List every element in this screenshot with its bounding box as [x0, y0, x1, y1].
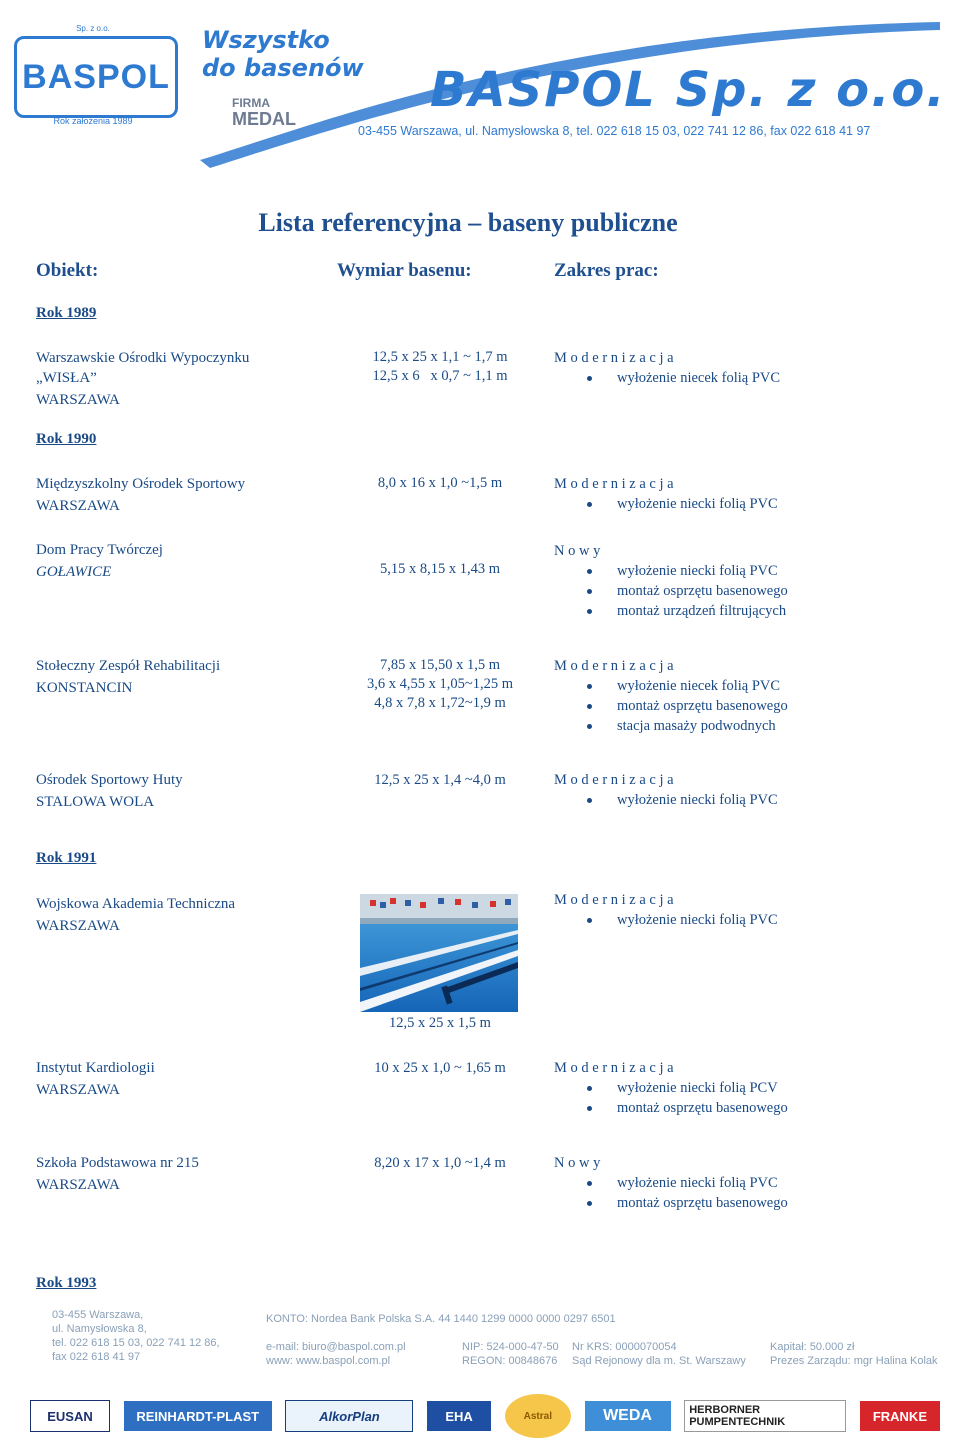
work-scope [554, 1058, 788, 1118]
dimension-line: 12,5 x 25 x 1,4 ~4,0 m [374, 772, 506, 788]
work-type: M o d e r n i z a c j a [554, 350, 674, 366]
pool-dimensions [345, 474, 535, 493]
footer-president: Prezes Zarządu: mgr Halina Kolak [770, 1355, 938, 1367]
logo-reinhardt-plast: REINHARDT-PLAST [124, 1401, 272, 1431]
pool-dimensions [345, 1154, 535, 1173]
object-city: WARSZAWA [36, 918, 120, 934]
object-name [36, 770, 183, 812]
medal-line-1: FIRMA [232, 96, 270, 110]
work-type: N o w y [554, 1155, 601, 1171]
work-item: montaż osprzętu basenowego [617, 583, 788, 599]
work-type: M o d e r n i z a c j a [554, 476, 674, 492]
pool-dimensions [345, 1014, 535, 1033]
object-title: Szkoła Podstawowa nr 215 [36, 1155, 199, 1171]
work-scope [554, 656, 788, 736]
page-title: Lista referencyjna – baseny publiczne [258, 208, 678, 237]
work-type: M o d e r n i z a c j a [554, 772, 674, 788]
footer-address [52, 1308, 220, 1364]
logo-eusan: EUSAN [30, 1400, 110, 1432]
dimension-line: 8,0 x 16 x 1,0 ~1,5 m [377, 475, 503, 491]
object-name [36, 1153, 199, 1195]
object-name [36, 1058, 155, 1100]
column-header-object: Obiekt: [36, 260, 99, 281]
baspol-logo: BASPOL [14, 36, 178, 118]
object-name [36, 540, 163, 582]
object-name [36, 348, 249, 410]
logo-franke: FRANKE [860, 1401, 940, 1431]
year-heading: Rok 1989 [36, 305, 97, 321]
object-title: Międzyszkolny Ośrodek Sportowy [36, 476, 246, 492]
object-city: GOŁAWICE [36, 564, 112, 580]
work-item: wyłożenie niecek folią PVC [617, 370, 781, 386]
work-item: wyłożenie niecki folią PVC [617, 912, 778, 928]
footer-nip: NIP: 524-000-47-50 [462, 1341, 559, 1353]
year-heading: Rok 1993 [36, 1275, 97, 1291]
work-scope [554, 474, 778, 514]
contact-line: 03-455 Warszawa, ul. Namysłowska 8, tel. 022 618 15 03, 022 741 12 86, fax 022 618 41 97 [358, 124, 871, 138]
object-title: Warszawskie Ośrodki Wypoczynku [36, 350, 250, 366]
footer-address-line: ul. Namysłowska 8, [52, 1323, 147, 1335]
logo-eha: EHA [427, 1401, 491, 1431]
dimension-line: 4,8 x 7,8 x 1,72~1,9 m [374, 695, 506, 711]
partner-logos [30, 1396, 940, 1436]
object-title: Dom Pracy Twórczej [36, 542, 163, 558]
logo-alkorplan: AlkorPlan [285, 1400, 413, 1432]
object-title: Stołeczny Zespół Rehabilitacji [36, 658, 221, 674]
dimension-line: 8,20 x 17 x 1,0 ~1,4 m [374, 1155, 506, 1171]
tagline [202, 26, 364, 82]
dimension-line: 7,85 x 15,50 x 1,5 m [379, 657, 501, 673]
work-item: wyłożenie niecki folią PVC [617, 792, 778, 808]
work-item: montaż urządzeń filtrujących [617, 603, 787, 619]
footer-capital: Kapitał: 50.000 zł [770, 1341, 855, 1353]
work-item: wyłożenie niecek folią PVC [617, 676, 788, 696]
pool-dimensions [345, 771, 535, 790]
footer-court: Sąd Rejonowy dla m. St. Warszawy [572, 1355, 746, 1367]
dimension-line: 12,5 x 25 x 1,1 ~ 1,7 m [372, 349, 508, 365]
object-title: Ośrodek Sportowy Huty [36, 772, 183, 788]
logo-weda: WEDA [585, 1401, 671, 1431]
pool-photo [360, 894, 518, 1012]
work-item: wyłożenie niecki folią PVC [617, 561, 788, 581]
year-heading: Rok 1990 [36, 431, 97, 447]
firma-medal-logo [232, 96, 298, 130]
logo-founded-text: Rok założenia 1989 [53, 116, 133, 126]
tagline-line-2: do basenów [202, 54, 364, 82]
logo-sub-top: Sp. z o.o. [76, 24, 110, 33]
logo-astral: Astral [505, 1394, 571, 1438]
year-heading: Rok 1991 [36, 850, 97, 866]
dimension-line: 12,5 x 6 x 0,7 ~ 1,1 m [372, 368, 508, 384]
object-name [36, 474, 245, 516]
pool-dimensions [345, 560, 535, 579]
work-scope [554, 1153, 788, 1213]
object-name [36, 656, 220, 698]
work-scope [554, 348, 780, 388]
dimension-line: 12,5 x 25 x 1,5 m [389, 1015, 491, 1031]
work-item: wyłożenie niecki folią PVC [617, 496, 778, 512]
footer-address-line: tel. 022 618 15 03, 022 741 12 86, [52, 1337, 220, 1349]
object-city: WARSZAWA [36, 392, 120, 408]
pool-dimensions [345, 656, 535, 713]
work-scope [554, 890, 778, 930]
pool-dimensions [345, 348, 535, 386]
object-title: Instytut Kardiologii [36, 1060, 155, 1076]
object-city: WARSZAWA [36, 498, 120, 514]
footer-address-line: 03-455 Warszawa, [52, 1309, 144, 1321]
work-item: wyłożenie niecki folią PVC [617, 1173, 788, 1193]
work-scope [554, 541, 788, 621]
footer-regon: REGON: 00848676 [462, 1355, 558, 1367]
object-city: WARSZAWA [36, 1082, 120, 1098]
work-type: M o d e r n i z a c j a [554, 1060, 674, 1076]
pool-dimensions [345, 1059, 535, 1078]
object-city: STALOWA WOLA [36, 794, 155, 810]
work-type: M o d e r n i z a c j a [554, 892, 674, 908]
work-type: M o d e r n i z a c j a [554, 658, 674, 674]
footer-address-line: fax 022 618 41 97 [52, 1351, 141, 1363]
object-title-2: „WISŁA” [36, 370, 97, 386]
object-city: KONSTANCIN [36, 680, 133, 696]
company-name: BASPOL Sp. z o.o. [430, 62, 947, 118]
work-item: stacja masaży podwodnych [617, 716, 788, 736]
object-name [36, 894, 235, 936]
work-item: montaż osprzętu basenowego [617, 1195, 788, 1211]
dimension-line: 10 x 25 x 1,0 ~ 1,65 m [374, 1060, 506, 1076]
column-header-dimension: Wymiar basenu: [337, 260, 472, 281]
column-header-scope: Zakres prac: [554, 260, 659, 281]
dimension-line: 5,15 x 8,15 x 1,43 m [379, 561, 501, 577]
logo-herborner: HERBORNER PUMPENTECHNIK [684, 1400, 846, 1432]
letterhead [0, 0, 960, 170]
work-item: montaż osprzętu basenowego [617, 698, 788, 714]
tagline-line-1: Wszystko [202, 26, 330, 54]
work-scope [554, 770, 778, 810]
footer-www: www: www.baspol.com.pl [266, 1355, 391, 1367]
work-type: N o w y [554, 543, 601, 559]
work-item: montaż osprzętu basenowego [617, 1100, 788, 1116]
footer-krs: Nr KRS: 0000070054 [572, 1341, 677, 1353]
object-city: WARSZAWA [36, 1177, 120, 1193]
object-title: Wojskowa Akademia Techniczna [36, 896, 236, 912]
footer-bank-account: KONTO: Nordea Bank Polska S.A. 44 1440 1299 0000 0000 0297 6501 [266, 1313, 616, 1325]
medal-line-2: MEDAL [232, 109, 296, 129]
dimension-line: 3,6 x 4,55 x 1,05~1,25 m [367, 676, 513, 692]
work-item: wyłożenie niecki folią PCV [617, 1078, 788, 1098]
footer-email: e-mail: biuro@baspol.com.pl [266, 1341, 406, 1353]
